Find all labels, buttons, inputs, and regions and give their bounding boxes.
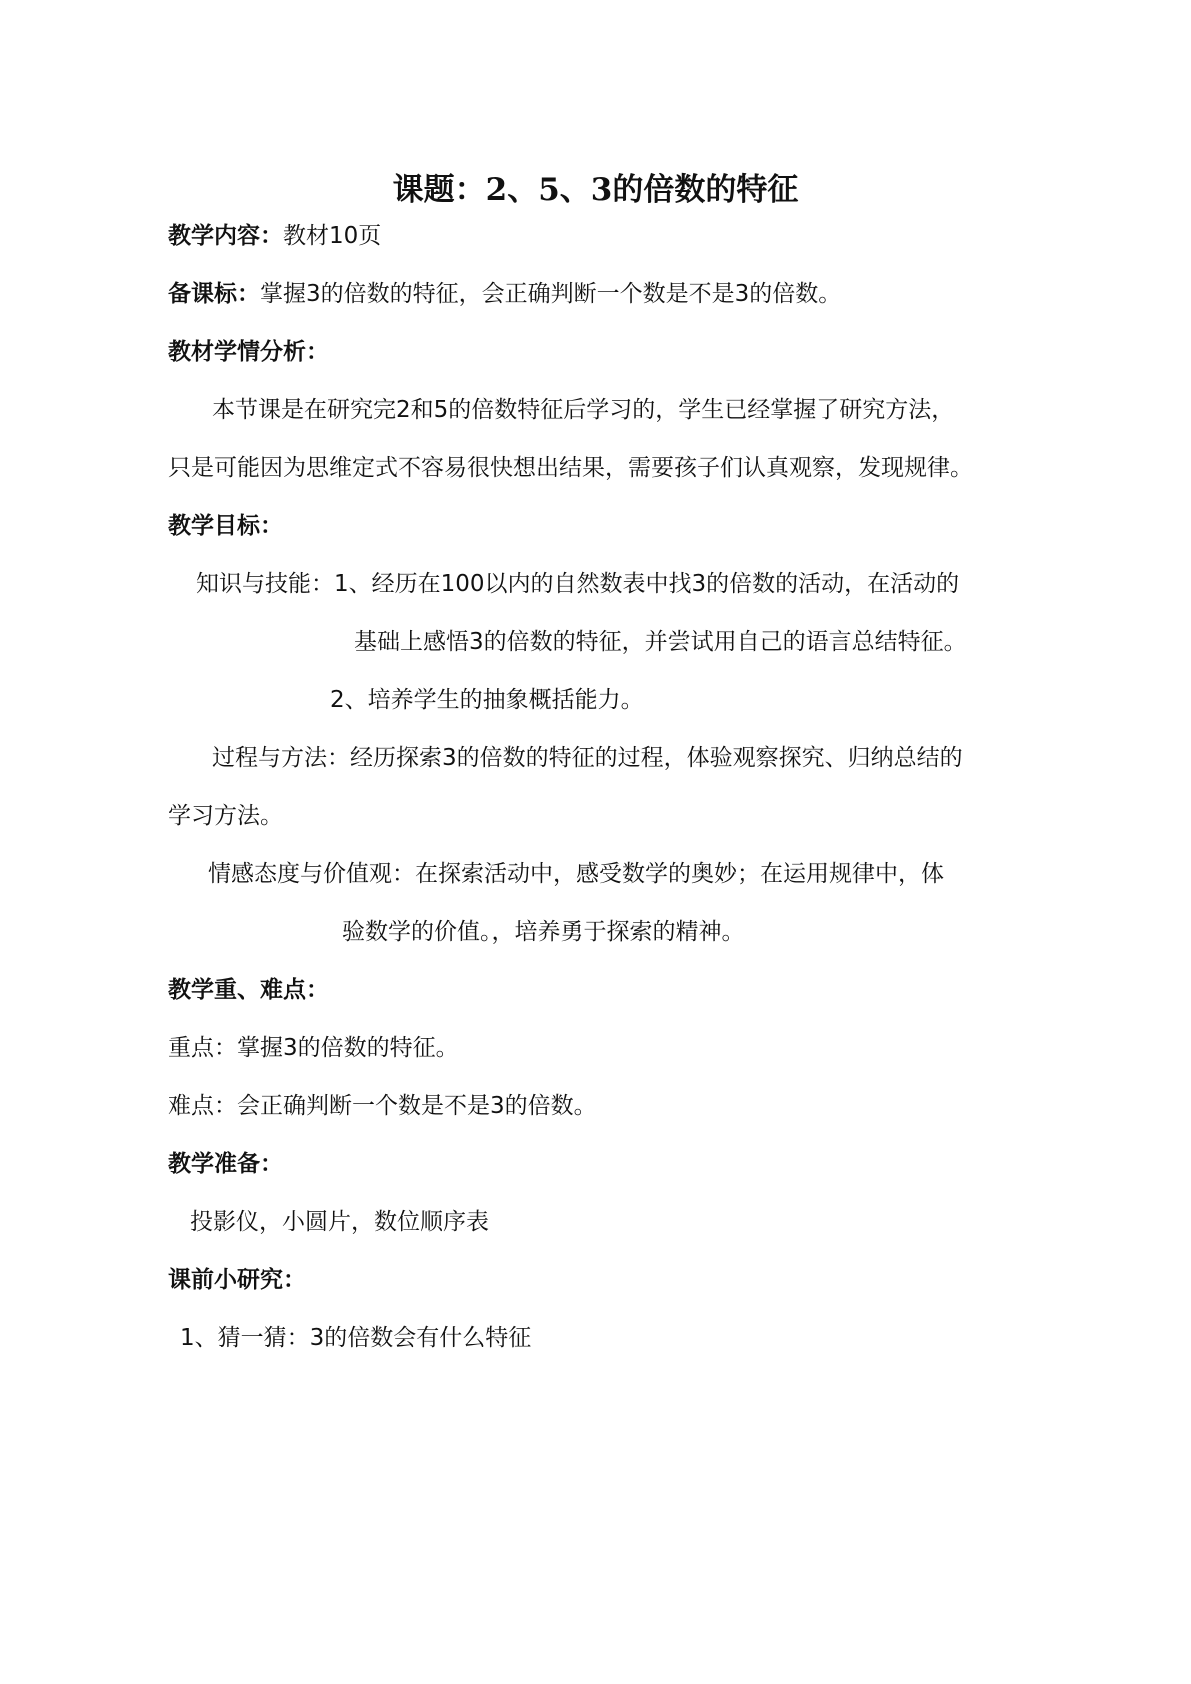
goal-knowledge-1-cont: 基础上感悟3的倍数的特征，并尝试用自己的语言总结特征。 (354, 629, 967, 655)
analysis-line-2: 只是可能因为思维定式不容易很快想出结果，需要孩子们认真观察，发现规律。 (168, 455, 973, 481)
preparation-heading: 教学准备： (168, 1151, 283, 1177)
standard-text: 掌握3的倍数的特征，会正确判断一个数是不是3的倍数。 (260, 281, 842, 307)
preview-item-1: 1、猜一猜：3的倍数会有什么特征 (180, 1325, 532, 1351)
keypoint-difficulty: 难点：会正确判断一个数是不是3的倍数。 (168, 1093, 597, 1119)
teaching-content-line (168, 221, 381, 251)
page-title: 课题：2、5、3的倍数的特征 (392, 172, 799, 208)
teaching-content-text: 教材10页 (283, 223, 382, 249)
goal-process-1: 过程与方法：经历探索3的倍数的特征的过程，体验观察探究、归纳总结的 (212, 745, 963, 771)
preview-heading: 课前小研究： (168, 1267, 306, 1293)
keypoints-heading: 教学重、难点： (168, 977, 329, 1003)
goals-heading: 教学目标： (168, 513, 283, 539)
goal-emotion-1-cont: 验数学的价值。，培养勇于探索的精神。 (342, 919, 745, 945)
goal-knowledge-1: 知识与技能：1、经历在100以内的自然数表中找3的倍数的活动，在活动的 (196, 571, 960, 597)
keypoint-key: 重点：掌握3的倍数的特征。 (168, 1035, 459, 1061)
analysis-line-1: 本节课是在研究完2和5的倍数特征后学习的，学生已经掌握了研究方法， (212, 397, 955, 423)
goal-knowledge-2: 2、培养学生的抽象概括能力。 (330, 687, 644, 713)
standard-label: 备课标： (168, 281, 260, 307)
preparation-text: 投影仪，小圆片，数位顺序表 (190, 1209, 489, 1235)
standard-line (168, 279, 841, 309)
goal-process-1-cont: 学习方法。 (168, 803, 283, 829)
teaching-content-label: 教学内容： (168, 223, 283, 249)
analysis-heading: 教材学情分析： (168, 339, 329, 365)
goal-emotion-1: 情感态度与价值观：在探索活动中，感受数学的奥妙；在运用规律中，体 (208, 861, 944, 887)
